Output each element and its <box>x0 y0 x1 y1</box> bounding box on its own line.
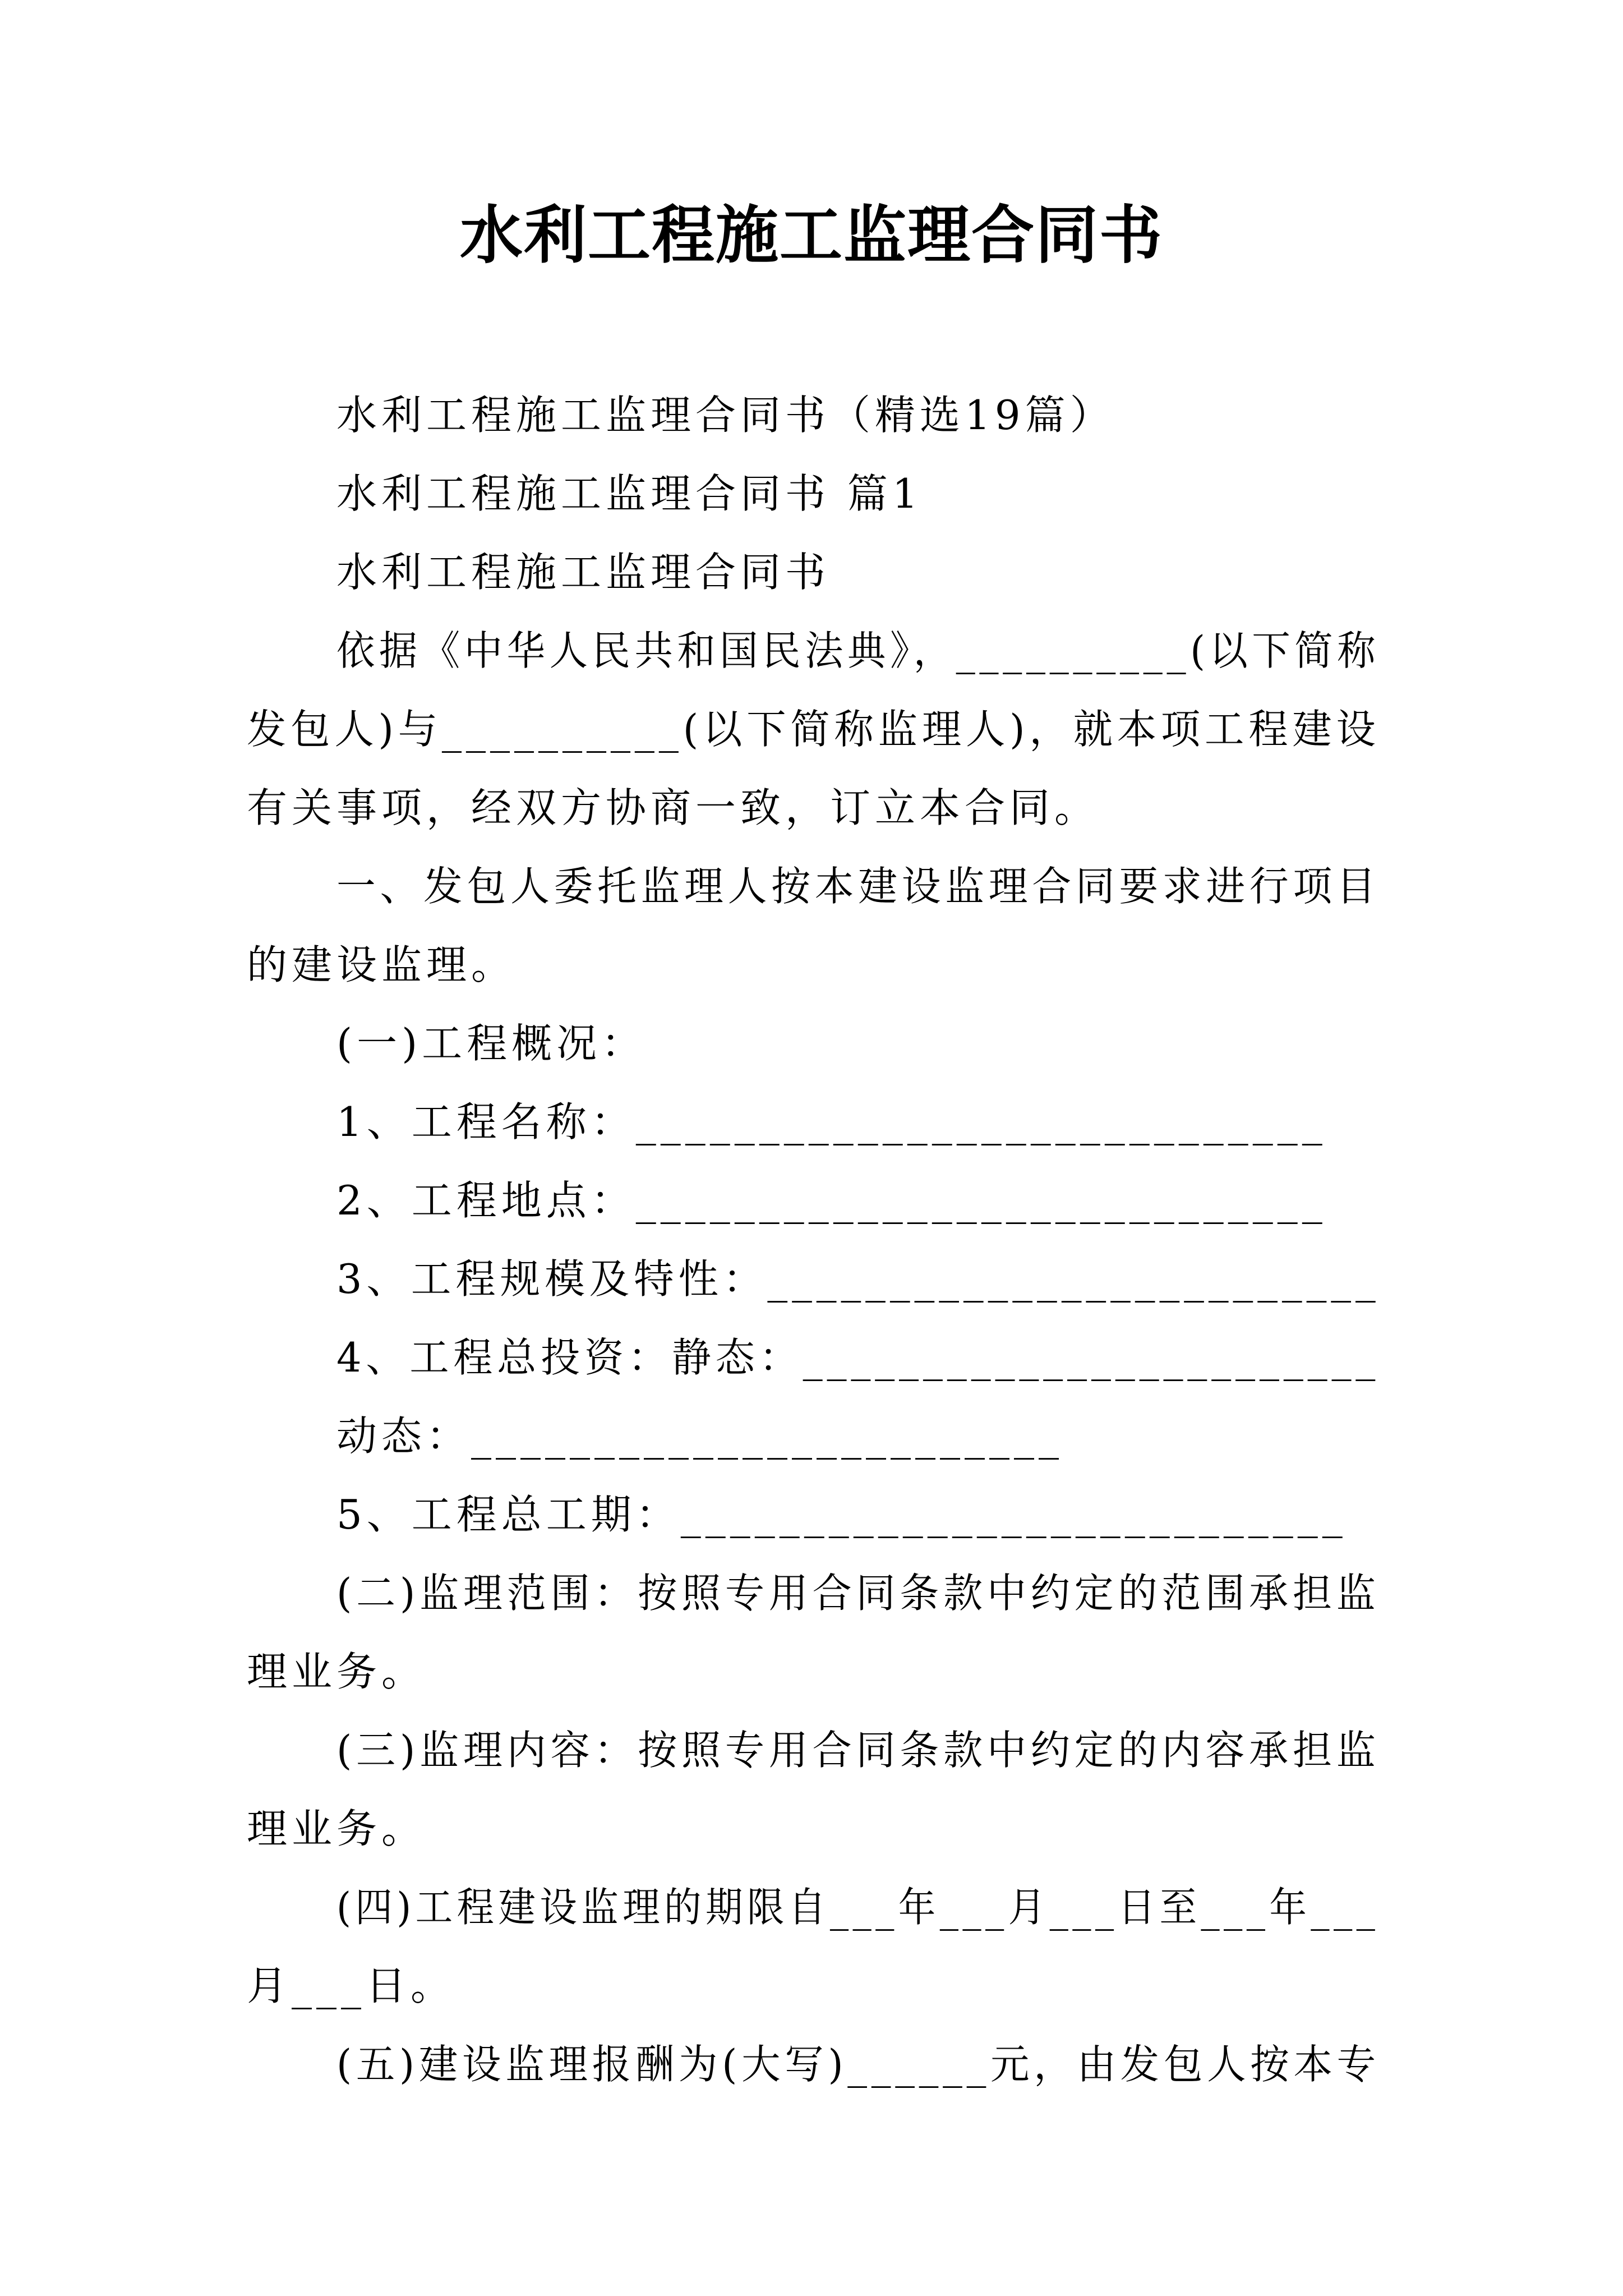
paragraph-line: 有关事项，经双方协商一致，订立本合同。 <box>247 784 1100 831</box>
form-field-line: 1、工程名称：____________________________ <box>336 1098 1327 1145</box>
form-field-line: 3、工程规模及特性：_________________________ <box>336 1255 1380 1303</box>
contract-heading: 水利工程施工监理合同书 <box>336 549 831 596</box>
form-field-line: 动态：________________________ <box>336 1412 1064 1460</box>
paragraph-line: (三)监理内容：按照专用合同条款中约定的内容承担监 <box>336 1727 1380 1774</box>
paragraph-line: 理业务。 <box>247 1648 427 1695</box>
paragraph-line: 月___日。 <box>247 1962 456 2009</box>
paragraph-line: 发包人)与__________(以下简称监理人)，就本项工程建设 <box>247 706 1380 753</box>
paragraph-line: 理业务。 <box>247 1805 427 1852</box>
paragraph-line: (五)建设监理报酬为(大写)______元，由发包人按本专 <box>336 2041 1380 2088</box>
paragraph-line: 依据《中华人民共和国民法典》，__________(以下简称 <box>336 627 1380 674</box>
document-title: 水利工程施工监理合同书 <box>460 199 1163 272</box>
form-field-line: 5、工程总工期：___________________________ <box>336 1491 1347 1538</box>
paragraph-line: 一、发包人委托监理人按本建设监理合同要求进行项目 <box>336 863 1380 910</box>
paragraph-line: (四)工程建设监理的期限自___年___月___日至___年___ <box>336 1884 1380 1931</box>
doc-subtitle: 水利工程施工监理合同书（精选19篇） <box>336 392 1115 439</box>
form-field-line: 2、工程地点：____________________________ <box>336 1177 1327 1224</box>
form-field-line: 4、工程总投资：静态：________________________ <box>336 1334 1380 1381</box>
paragraph-line: 的建设监理。 <box>247 941 517 988</box>
subsection-heading: (一)工程概况： <box>336 1020 647 1067</box>
section-heading: 水利工程施工监理合同书 篇1 <box>336 470 923 517</box>
paragraph-line: (二)监理范围：按照专用合同条款中约定的范围承担监 <box>336 1570 1380 1617</box>
